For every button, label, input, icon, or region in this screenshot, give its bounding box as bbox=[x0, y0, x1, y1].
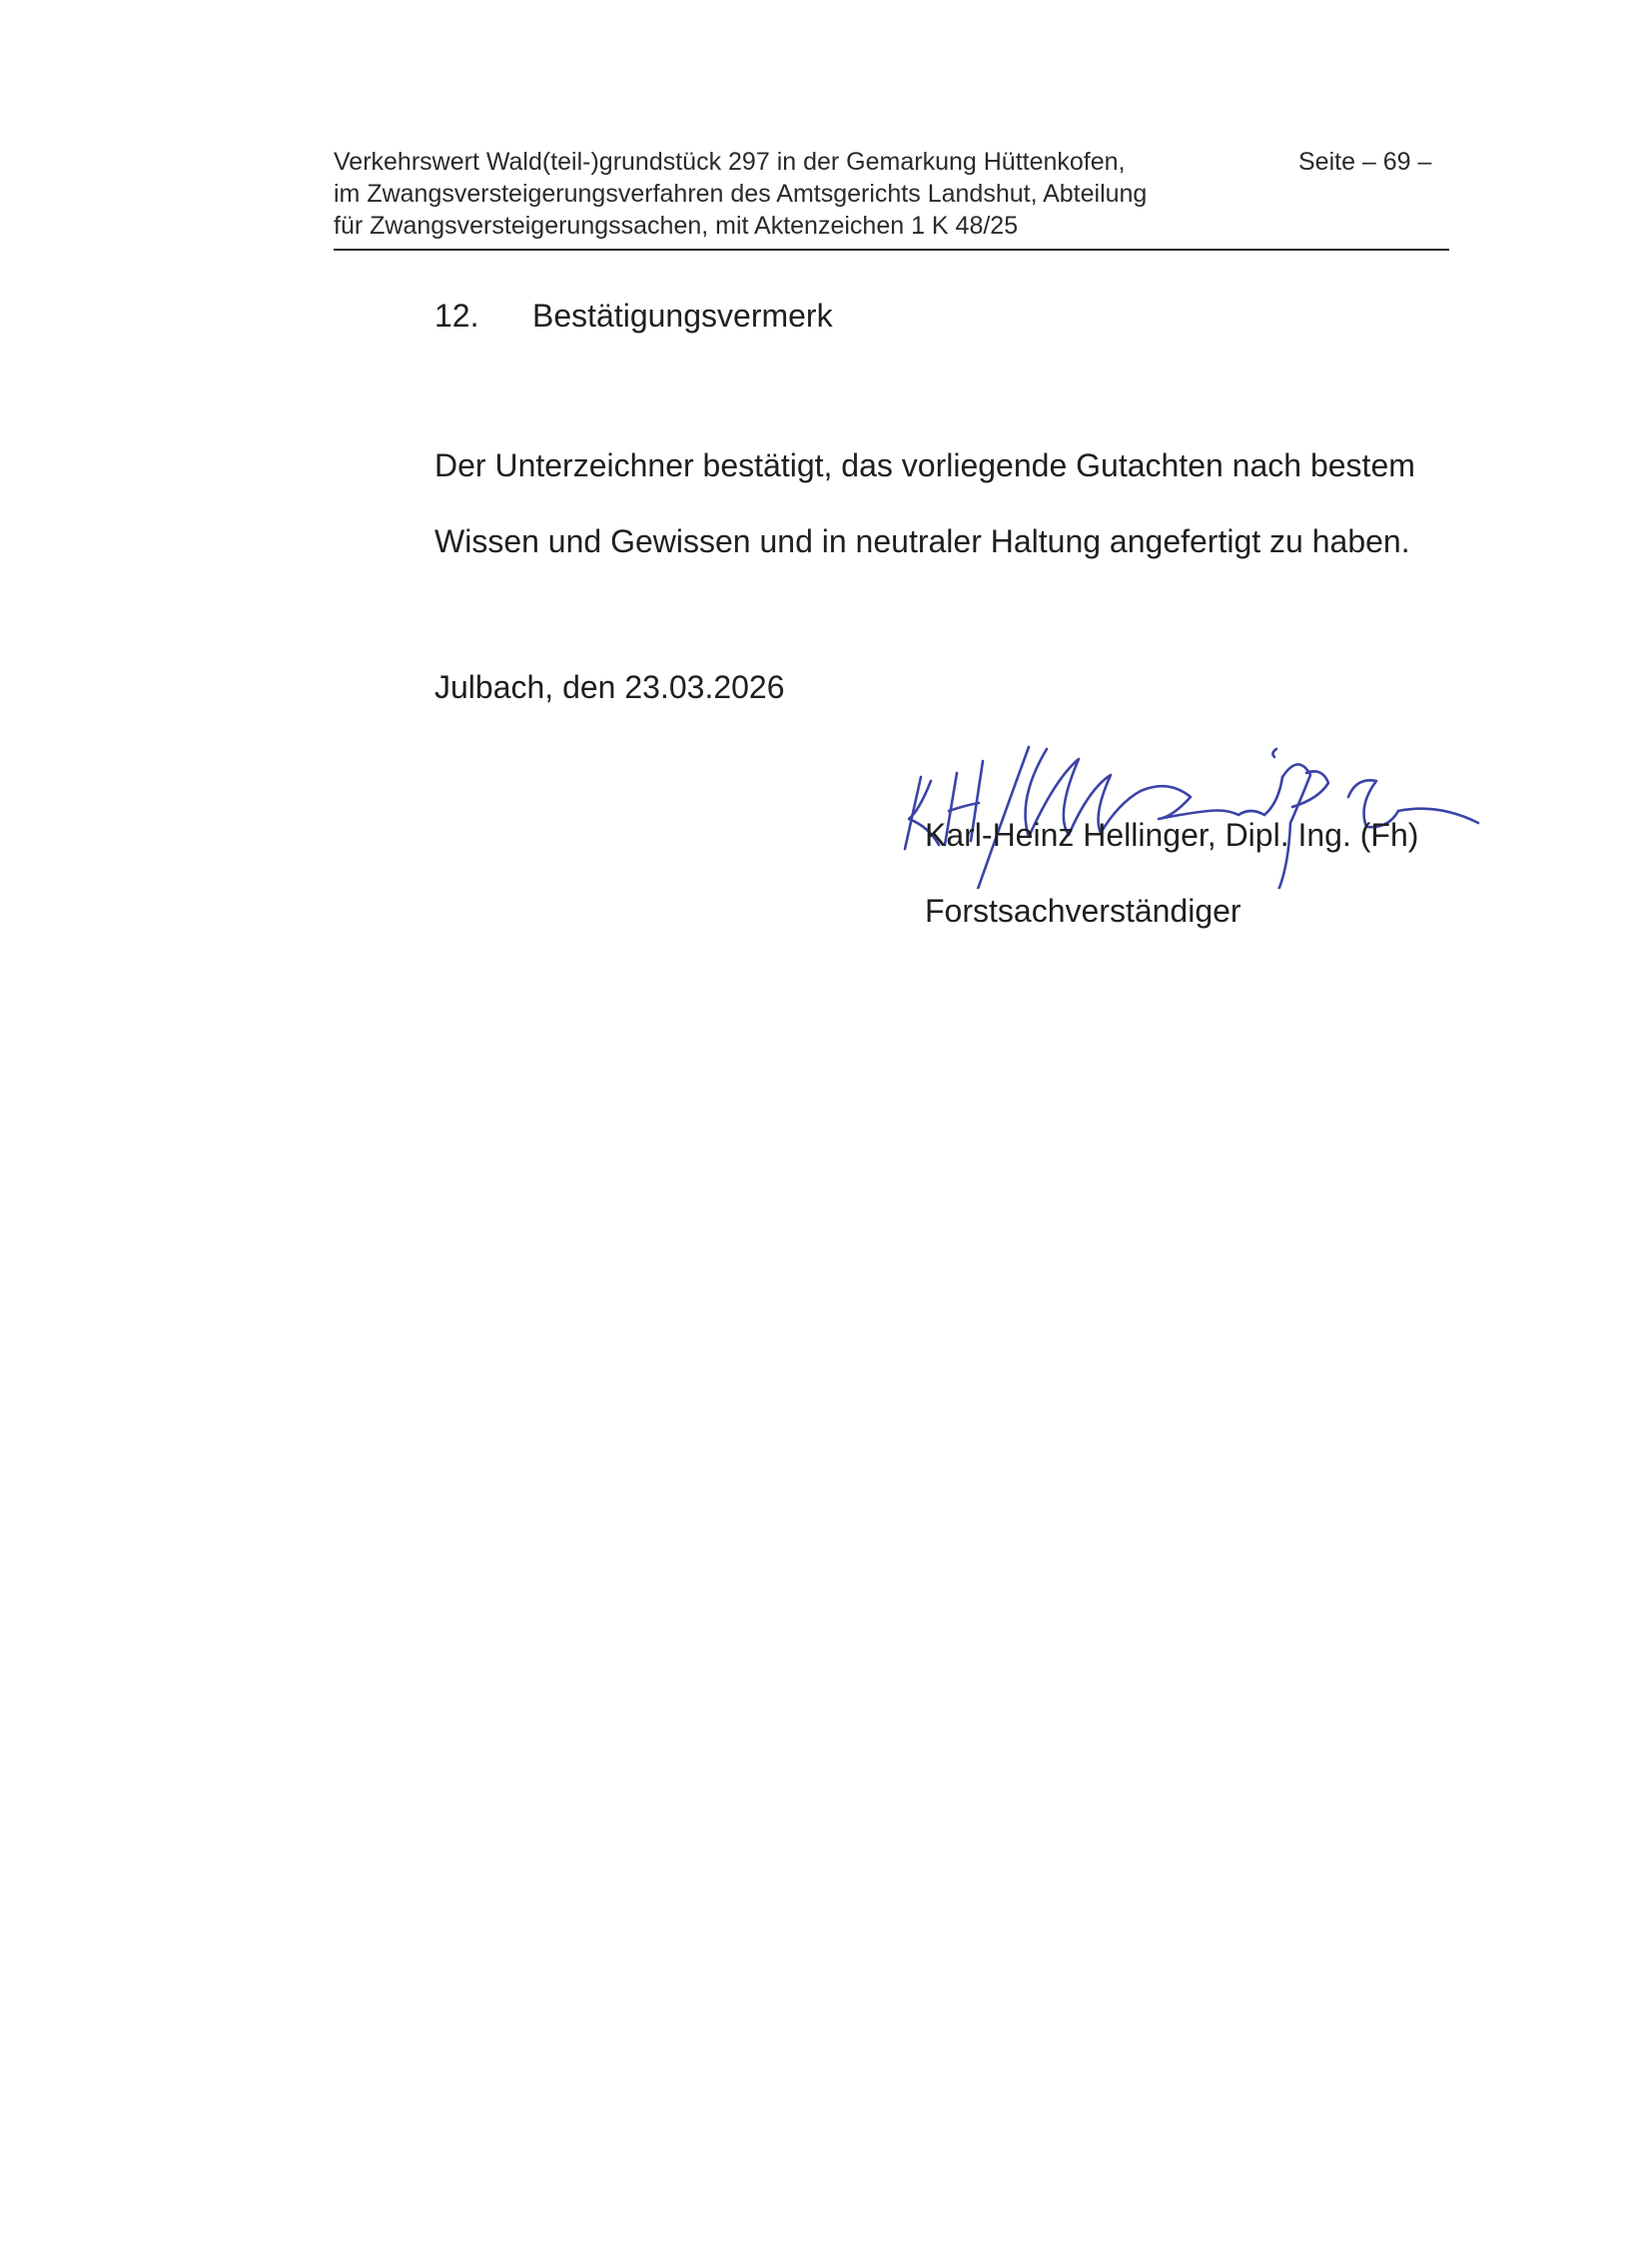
header-line-2: im Zwangsversteigerungsverfahren des Amtsgerichts Landshut, Abteilung bbox=[334, 180, 1148, 208]
header-line-3: für Zwangsversteigerungssachen, mit Aktenzeichen 1 K 48/25 bbox=[334, 212, 1019, 240]
place-and-date: Julbach, den 23.03.2026 bbox=[434, 669, 785, 705]
header-title-block bbox=[334, 146, 1233, 242]
signer-name: Karl-Heinz Hellinger, Dipl. Ing. (Fh) bbox=[925, 817, 1419, 853]
section-number: 12. bbox=[434, 298, 479, 334]
header-divider bbox=[334, 249, 1449, 251]
header-line-1: Verkehrswert Wald(teil-)grundstück 297 in der Gemarkung Hüttenkofen, bbox=[334, 148, 1126, 176]
paragraph-line-2: Wissen und Gewissen und in neutraler Haltung angefertigt zu haben. bbox=[434, 523, 1410, 559]
page-number: Seite – 69 – bbox=[1298, 148, 1432, 176]
handwritten-signature bbox=[879, 719, 1538, 889]
section-title: Bestätigungsvermerk bbox=[532, 298, 833, 334]
confirmation-paragraph bbox=[434, 445, 1415, 561]
signer-title: Forstsachverständiger bbox=[925, 893, 1241, 929]
section-heading bbox=[434, 296, 833, 336]
paragraph-line-1: Der Unterzeichner bestätigt, das vorliegende Gutachten nach bestem bbox=[434, 447, 1415, 483]
